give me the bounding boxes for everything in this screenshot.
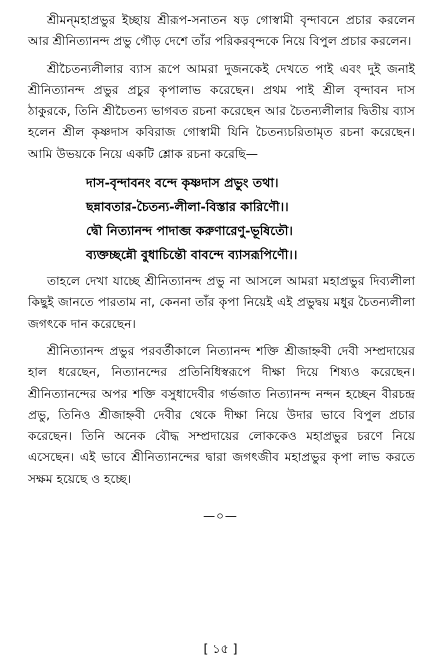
paragraph-4: শ্রীনিত্যানন্দ প্রভুর পরবর্তীকালে নিত্যানন্দ শক্তি শ্রীজাহ্নবী দেবী সম্প্রদায়ের হাল ধরেছেন, নিত্যানন্দের প্রতিনিধিস্বরূপে দীক্ষা দিয়ে শিষ্যও করেছেন। শ্রীনিত্যানন্দের অপর শক্তি বসুধাদেবীর গর্ভজাত নিত্যানন্দ নন্দন হচ্ছেন বীরচন্দ্র প্রভু, তিনিও শ্রীজাহ্নবী দেবীর থেকে দীক্ষা নিয়ে উদার ভাবে বিপুল প্রচার করেছেন। তিনি অনেক বৌদ্ধ সম্প্রদায়ের লোককেও মহাপ্রভুর চরণে নিয়ে এসেছেন। এই ভাবে শ্রীনিত্যানন্দের দ্বারা জগৎজীব মহাপ্রভুর কৃপা লাভ করতে সক্ষম হয়েছে ও হচ্ছে। [28, 343, 415, 486]
section-divider: —০— [203, 509, 238, 523]
verse-line-3: দ্বৌ নিত্যানন্দ পাদাব্জ করুণারেণু-ভূষিতৌ। [86, 223, 293, 239]
paragraph-3: তাহলে দেখা যাচ্ছে শ্রীনিত্যানন্দ প্রভু না আসলে আমরা মহাপ্রভুর দিব্যলীলা কিছুই জানতে পারতাম না, কেননা তাঁর কৃপা নিয়েই এই প্রভুদ্বয় মধুর চৈতন্যলীলা জগৎকে দান করেছেন। [28, 274, 415, 331]
page-number: [ ১৫ ] [203, 641, 238, 656]
page-body [28, 10, 415, 496]
paragraph-1: শ্রীমন্‌মহাপ্রভুর ইচ্ছায় শ্রীরূপ-সনাতন ষড় গোস্বামী বৃন্দাবনে প্রচার করলেন আর শ্রীনিত্যানন্দ প্রভু গৌড় দেশে তাঁর পরিকরবৃন্দকে নিয়ে বিপুল প্রচার করলেন। [28, 13, 415, 49]
verse-line-2: ছন্নাবতার-চৈতন্য-লীলা-বিস্তার কারিণৌ।। [86, 199, 289, 215]
verse-line-4: ব্যক্তচ্ছন্নৌ বুধাচিন্তৌ বাবন্দে ব্যাসরূপিণৌ।। [86, 247, 298, 263]
paragraph-2: শ্রীচৈতন্যলীলার ব্যাস রূপে আমরা দুজনকেই দেখতে পাই এবং দুই জনাই শ্রীনিত্যানন্দ প্রভুর প্রচুর কৃপালাভ করেছেন। প্রথম পাই শ্রীল বৃন্দাবন দাস ঠাকুরকে, তিনি শ্রীচৈতন্য ভাগবত রচনা করেছেন আর চৈতন্যলীলার দ্বিতীয় ব্যাস হলেন শ্রীল কৃষ্ণদাস কবিরাজ গোস্বামী যিনি চৈতন্যচরিতামৃত রচনা করেছেন। আমি উভয়কে নিয়ে একটি শ্লোক রচনা করেছি— [28, 61, 415, 161]
verse-line-1: দাস-বৃন্দাবনং বন্দে কৃষ্ণদাস প্রভুং তথা। [86, 175, 279, 191]
sanskrit-verse [28, 171, 415, 267]
